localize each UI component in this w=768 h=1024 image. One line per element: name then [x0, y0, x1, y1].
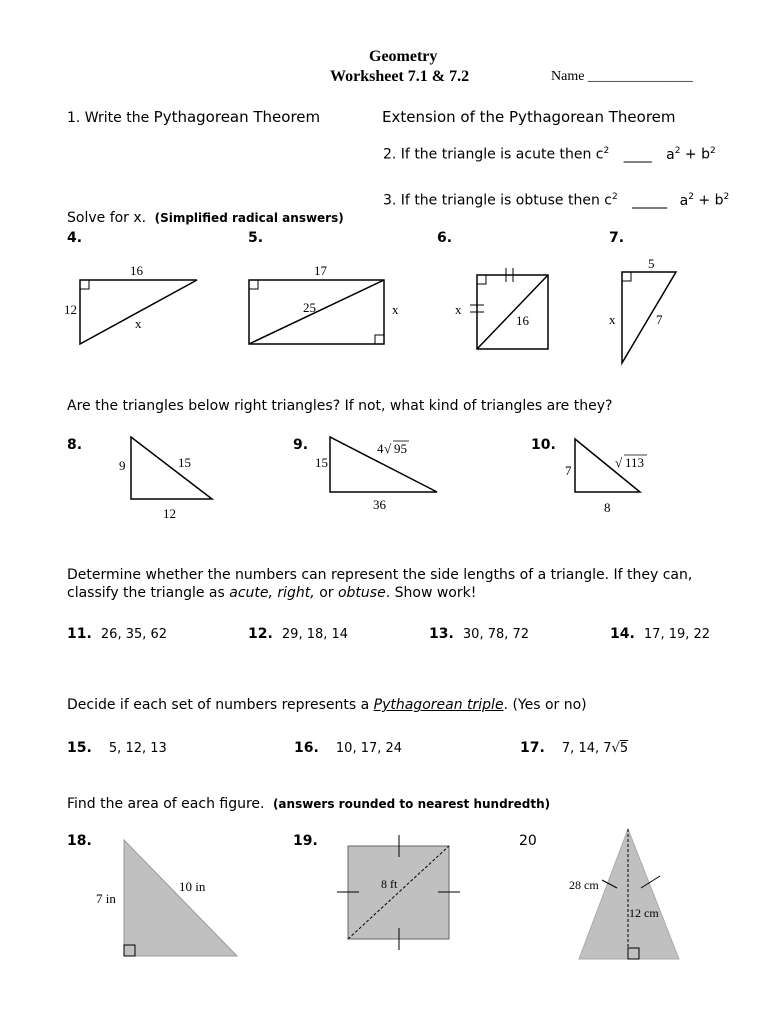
page-title: Geometry: [369, 48, 438, 65]
question-2-a-exp: 2: [674, 146, 681, 156]
problem-number-5: 5.: [248, 230, 264, 246]
solve-heading-text: Solve for x.: [67, 210, 147, 226]
figure-6-diag-label: 16: [516, 313, 529, 328]
problem-14-values: 17, 19, 22: [643, 627, 711, 642]
problem-number-6: 6.: [437, 230, 453, 246]
right-triangle-heading: Are the triangles below right triangles? If not, what kind of triangles are they?: [67, 398, 613, 414]
problem-number-13: 13.: [429, 626, 454, 642]
problem-number-14: 14.: [610, 626, 635, 642]
figure-9-hyp-radicand: 95: [394, 441, 407, 456]
problem-17: [520, 737, 628, 756]
figure-10-bottom-label: 8: [604, 500, 611, 515]
question-3-b: + b: [693, 192, 724, 209]
figure-4-right-angle: [80, 280, 89, 289]
problem-number-10: 10.: [531, 437, 556, 453]
triple-heading-part-1: Decide if each set of numbers represents a: [67, 697, 374, 713]
question-3-b-exp: 2: [723, 192, 730, 202]
question-3-blank: _____: [632, 192, 668, 209]
figure-10-hyp-radicand: 113: [625, 455, 645, 470]
problem-number-19: 19.: [293, 833, 318, 849]
area-heading-text: Find the area of each figure.: [67, 796, 265, 812]
figure-18-hyp-label: 10 in: [179, 879, 206, 894]
figure-7-triangle: [622, 272, 676, 363]
problem-13: [429, 623, 529, 642]
area-heading: [67, 796, 550, 812]
figure-5-top-label: 17: [314, 263, 327, 278]
problem-12-values: 29, 18, 14: [281, 627, 349, 642]
classify-heading-part-1: classify the triangle as: [67, 585, 230, 601]
triple-heading-link: Pythagorean triple: [373, 697, 504, 713]
problem-17-values: 7, 14, 7: [561, 741, 612, 756]
classify-heading-part-2: acute, right,: [229, 585, 315, 601]
classify-heading-part-4: obtuse: [337, 585, 386, 601]
figure-5-diag-label: 25: [303, 300, 316, 315]
triple-heading-part-2: . (Yes or no): [503, 697, 587, 713]
figure-9-bottom-label: 36: [373, 497, 386, 512]
problem-number-12: 12.: [248, 626, 273, 642]
problem-number-17: 17.: [520, 740, 545, 756]
figure-9-left-label: 15: [315, 455, 328, 470]
extension-title: Extension of the Pythagorean Theorem: [382, 108, 676, 126]
problem-number-8: 8.: [67, 437, 83, 453]
question-2-text: 2. If the triangle is acute then c: [383, 146, 604, 163]
figure-4-triangle: [80, 280, 197, 344]
problem-number-11: 11.: [67, 626, 92, 642]
figure-10-hyp-radical-sign: √: [615, 455, 623, 470]
figure-8-hyp-label: 15: [178, 455, 191, 470]
question-3-a-exp: 2: [688, 192, 694, 202]
figure-6-left-label: x: [455, 302, 462, 317]
figure-7-top-label: 5: [648, 256, 655, 271]
figure-5-diagonal: [249, 280, 384, 344]
figure-7-left-label: x: [609, 312, 616, 327]
figure-8-triangle: [131, 437, 212, 499]
problem-12: [248, 623, 348, 642]
classify-heading-part-5: . Show work!: [385, 585, 477, 601]
problem-number-15: 15.: [67, 740, 92, 756]
area-heading-note: (answers rounded to nearest hundredth): [272, 797, 551, 811]
question-2-exp: 2: [603, 146, 610, 156]
classify-heading-line-1: Determine whether the numbers can represent the side lengths of a triangle. If they can,: [67, 567, 693, 583]
figure-20-height-label: 12 cm: [629, 906, 659, 920]
figure-18-triangle: [124, 840, 237, 956]
figure-9-hyp-coef: 4: [377, 441, 384, 456]
question-2-b-exp: 2: [710, 146, 716, 156]
figure-7-hyp-label: 7: [656, 312, 663, 327]
problem-15: [67, 737, 167, 756]
problem-11: [67, 623, 167, 642]
problem-15-values: 5, 12, 13: [108, 741, 167, 756]
problem-number-4: 4.: [67, 230, 83, 246]
page-subtitle: Worksheet 7.1 & 7.2: [330, 68, 470, 85]
classify-heading-part-3: or: [314, 585, 338, 601]
problem-17-radical-sign: √: [611, 741, 620, 756]
figure-8-bottom-label: 12: [163, 506, 176, 521]
figure-7-right-angle: [622, 272, 631, 281]
question-3-exp: 2: [611, 192, 618, 202]
question-3-a: a: [679, 192, 689, 209]
question-1-term: Pythagorean Theorem: [153, 108, 321, 126]
figure-5-right-angle-bottom: [375, 335, 384, 344]
figure-18-left-label: 7 in: [96, 891, 116, 906]
solve-heading-note: (Simplified radical answers): [154, 211, 344, 225]
problem-16: [294, 737, 402, 756]
figure-20-side-label: 28 cm: [569, 878, 599, 892]
figure-8-left-label: 9: [119, 458, 126, 473]
problem-number-20: 20: [519, 833, 537, 849]
problem-11-values: 26, 35, 62: [100, 627, 168, 642]
question-2-blank: ____: [623, 146, 652, 163]
figure-5-right-label: x: [392, 302, 399, 317]
figure-4-top-label: 16: [130, 263, 143, 278]
problem-17-radicand: 5: [619, 741, 629, 756]
problem-14: [610, 623, 710, 642]
figure-19-diag-label: 8 ft: [381, 877, 398, 891]
figure-4-hyp-label: x: [135, 316, 142, 331]
question-3-text: 3. If the triangle is obtuse then c: [383, 192, 612, 209]
question-2-a: a: [666, 146, 675, 163]
figure-6-right-angle: [477, 275, 486, 284]
figure-10-left-label: 7: [565, 463, 572, 478]
figure-4-left-label: 12: [64, 302, 77, 317]
question-1-prefix: 1. Write the: [67, 110, 154, 126]
classify-heading-line-2: [67, 585, 476, 601]
problem-number-18: 18.: [67, 833, 92, 849]
problem-number-9: 9.: [293, 437, 309, 453]
problem-number-7: 7.: [609, 230, 625, 246]
figure-20-triangle: [579, 829, 679, 959]
figure-5-right-angle-top: [249, 280, 258, 289]
name-field-label: Name _______________: [551, 69, 693, 84]
figure-9-hyp-radical-sign: √: [384, 441, 392, 456]
question-2-b: + b: [680, 146, 710, 163]
figure-6-diagonal: [477, 275, 548, 349]
problem-number-16: 16.: [294, 740, 319, 756]
triple-heading: [67, 697, 587, 713]
problem-16-values: 10, 17, 24: [335, 741, 403, 756]
problem-13-values: 30, 78, 72: [462, 627, 530, 642]
